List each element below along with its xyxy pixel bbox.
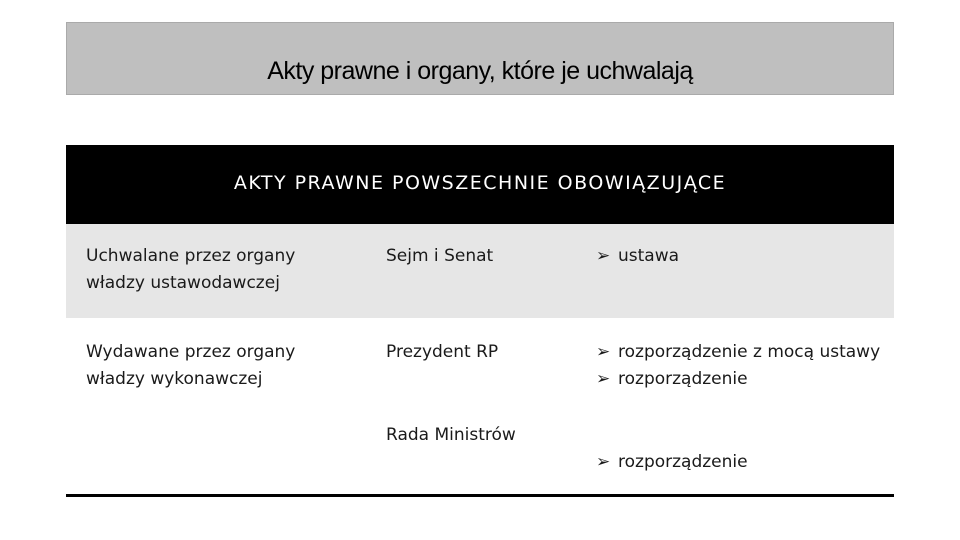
- table-bottom-border: [66, 494, 894, 497]
- row-organ-council-of-ministers: Rada Ministrów: [386, 425, 516, 445]
- row-acts: [596, 243, 886, 270]
- arrowhead-right-icon: ➢: [596, 369, 611, 389]
- row-organ: Sejm i Senat: [386, 246, 494, 266]
- act-item: [596, 449, 886, 476]
- arrowhead-right-icon: ➢: [596, 246, 611, 266]
- act-label: ustawa: [618, 246, 680, 266]
- table-row: [66, 224, 894, 318]
- table-header-text: AKTY PRAWNE POWSZECHNIE OBOWIĄZUJĄCE: [233, 172, 727, 194]
- arrowhead-right-icon: ➢: [596, 342, 611, 362]
- row-organ-president: Prezydent RP: [386, 342, 499, 362]
- act-label: rozporządzenie: [618, 452, 748, 472]
- title-box: [66, 22, 894, 95]
- slide-title: Akty prawne i organy, które je uchwalają: [267, 57, 693, 85]
- act-label: rozporządzenie z mocą ustawy: [618, 342, 881, 362]
- act-item: [596, 339, 886, 366]
- table-row: [66, 318, 894, 496]
- act-item: [596, 366, 886, 393]
- row-category: Wydawane przez organy władzy wykonawczej: [86, 342, 296, 389]
- table-header: [66, 145, 894, 224]
- legal-acts-table: [66, 145, 894, 496]
- row-acts: [596, 339, 886, 393]
- act-item: [596, 243, 886, 270]
- arrowhead-right-icon: ➢: [596, 452, 611, 472]
- row-acts-council: [596, 449, 886, 476]
- act-label: rozporządzenie: [618, 369, 748, 389]
- row-category: Uchwalane przez organy władzy ustawodawczej: [86, 246, 296, 293]
